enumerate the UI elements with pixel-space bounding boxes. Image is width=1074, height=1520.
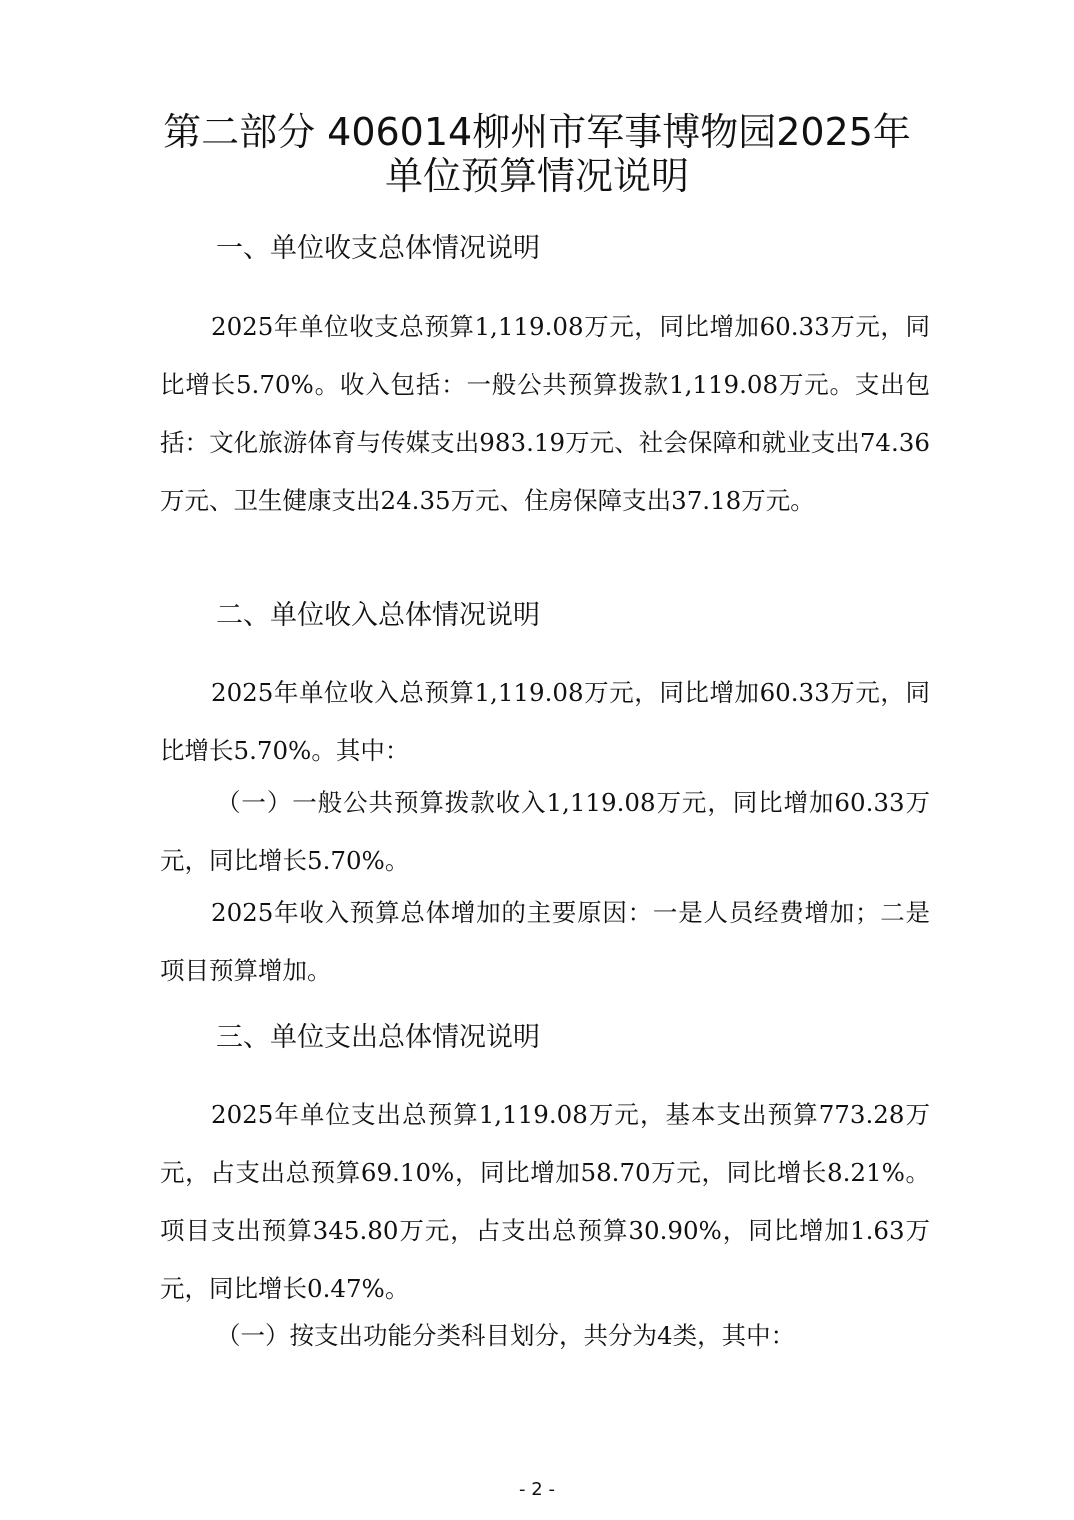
section-heading-1: 一、单位收支总体情况说明	[216, 233, 540, 264]
document-title-line1: 第二部分 406014柳州市军事博物园2025年	[163, 110, 911, 154]
section-2-paragraph-3: 2025年收入预算总体增加的主要原因：一是人员经费增加；二是项目预算增加。	[160, 898, 930, 985]
section-2-paragraph-2: （一）一般公共预算拨款收入1,119.08万元，同比增加60.33万元，同比增长5.70%。	[160, 788, 930, 875]
section-heading-3: 三、单位支出总体情况说明	[216, 1022, 540, 1053]
section-heading-2: 二、单位收入总体情况说明	[216, 600, 540, 631]
section-1-paragraph-1: 2025年单位收支总预算1,119.08万元，同比增加60.33万元，同比增长5.70%。收入包括：一般公共预算拨款1,119.08万元。支出包括：文化旅游体育与传媒支出983.19万元、社会保障和就业支出74.36万元、卫生健康支出24.35万元、住房保障支出37.18万元。	[160, 312, 930, 515]
page-number: - 2 -	[519, 1479, 555, 1500]
section-3-paragraph-1: 2025年单位支出总预算1,119.08万元，基本支出预算773.28万元，占支出总预算69.10%，同比增加58.70万元，同比增长8.21%。项目支出预算345.80万元，占支出总预算30.90%，同比增加1.63万元，同比增长0.47%。	[160, 1100, 930, 1303]
section-2-paragraph-1: 2025年单位收入总预算1,119.08万元，同比增加60.33万元，同比增长5.70%。其中：	[160, 678, 930, 765]
section-3-paragraph-2: （一）按支出功能分类科目划分，共分为4类，其中：	[216, 1321, 796, 1350]
document-title-line2: 单位预算情况说明	[384, 154, 689, 198]
